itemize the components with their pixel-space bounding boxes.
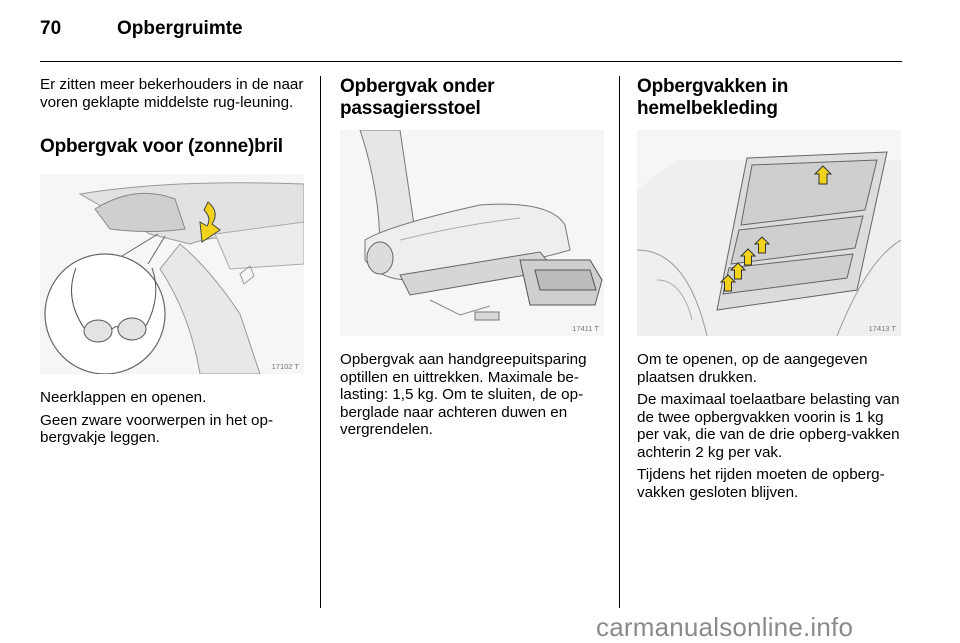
column-sunglasses — [40, 76, 304, 447]
page-number: 70 — [40, 18, 62, 39]
figure-code: 17413 T — [868, 324, 896, 333]
section-heading-sunglasses: Opbergvak voor (zonne)bril — [40, 136, 283, 157]
figure-roof-storage — [637, 130, 901, 336]
figure-code: 17411 T — [572, 324, 599, 333]
section-heading-seat-drawer: Opbergvak onder passagiersstoel — [340, 76, 495, 119]
figure-sunglasses-holder — [40, 174, 304, 374]
driving-warning-text: Tijdens het rijden moeten de opberg-vakken gesloten blijven. — [637, 466, 885, 501]
intro-text: Er zitten meer bekerhouders in de naar voren geklapte middelste rug-leuning. — [40, 76, 304, 111]
seat-drawer-illustration — [340, 130, 604, 336]
instruction-text: Neerklappen en openen. — [40, 389, 207, 406]
sunglasses-holder-illustration — [40, 174, 304, 374]
column-divider — [619, 76, 620, 608]
page-title: Opbergruimte — [117, 18, 243, 39]
figure-code: 17102 T — [271, 362, 299, 371]
column-divider — [320, 76, 321, 608]
header-rule — [40, 61, 902, 62]
roof-storage-illustration — [637, 130, 901, 336]
load-limit-text: De maximaal toelaatbare belasting van de twee opbergvakken voorin is 1 kg per vak, die van de drie opberg-vakken achterin 2 kg per vak. — [637, 391, 900, 461]
drawer-instruction-text: Opbergvak aan handgreepuitsparing optillen en uittrekken. Maximale be-lasting: 1,5 kg. Om te sluiten, de op-berglade naar achteren duwen en vergrendelen. — [340, 351, 587, 438]
column-seat-drawer — [340, 76, 604, 439]
watermark: carmanualsonline.info — [596, 612, 854, 642]
open-instruction-text: Om te openen, op de aangegeven plaatsen drukken. — [637, 351, 868, 386]
warning-text: Geen zware voorwerpen in het op-bergvakje leggen. — [40, 411, 274, 446]
section-heading-roof-storage: Opbergvakken in hemelbekleding — [637, 76, 789, 119]
figure-seat-drawer — [340, 130, 604, 336]
column-roof-storage — [637, 76, 901, 501]
